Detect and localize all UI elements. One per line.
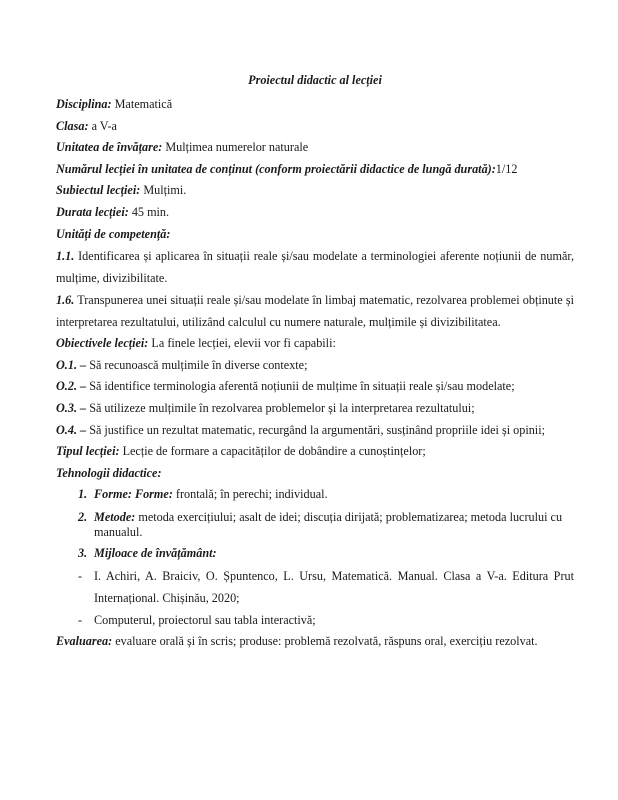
mijloace-item (56, 565, 574, 609)
obiective-intro-text: La finele lecției, elevii vor fi capabili: (148, 336, 336, 351)
field-value: a V-a (88, 118, 117, 133)
obiective-intro (56, 333, 574, 355)
field-label: Numărul lecției în unitatea de conținut (conform proiectării didactice de lungă durată): (56, 161, 496, 176)
field-value: Lecție de formare a capacităților de dobândire a cunoștințelor; (119, 444, 426, 459)
obiectiv-item (56, 355, 574, 377)
field-numarul (56, 159, 574, 181)
obiectiv-item (56, 376, 574, 398)
field-tipul (56, 441, 574, 463)
competenta-item (56, 245, 574, 289)
field-label: Unitatea de învățare: (56, 140, 163, 155)
tehnologii-item (56, 484, 574, 506)
competente-heading: Unități de competență: (56, 226, 171, 241)
obiectiv-text: Să identifice terminologia aferentă noțiunii de mulțime în situații reale și/sau modelate; (86, 379, 515, 394)
tehnologii-heading: Tehnologii didactice: (56, 465, 162, 480)
dash-bullet: - (78, 612, 83, 627)
field-unitatea (56, 137, 574, 159)
mijloace-item (56, 609, 574, 631)
field-label: Durata lecției: (56, 204, 129, 219)
obiectiv-code: O.4. – (56, 422, 87, 437)
obiectiv-code: O.1. – (56, 357, 87, 372)
field-value: evaluare orală și în scris; produse: problemă rezolvată, răspuns oral, exercițiu rezolvat. (112, 633, 538, 648)
list-number: 3. (78, 545, 88, 560)
competenta-text: Transpunerea unei situații reale și/sau modelate în limbaj matematic, rezolvarea problemei obținute și interpretarea rezultatului, utilizând calculul cu numere naturale, mulțimile și divizibilitatea. (56, 293, 574, 330)
field-disciplina (56, 94, 574, 116)
competenta-text: Identificarea și aplicarea în situații reale și/sau modelate a terminologiei aferente noțiunii de număr, mulțime, divizibilitate. (56, 249, 574, 286)
obiectiv-code: O.3. – (56, 400, 87, 415)
competenta-item (56, 289, 574, 333)
field-evaluarea (56, 631, 574, 653)
list-number: 1. (78, 487, 88, 502)
obiectiv-text: Să recunoască mulțimile în diverse contexte; (86, 357, 308, 372)
field-value: Mulțimea numerelor naturale (162, 140, 309, 155)
mijloace-text: I. Achiri, A. Braiciv, O. Șpuntenco, L. Ursu, Matematică. Manual. Clasa a V-a. Editura Prut Internațional. Chișinău, 2020; (94, 568, 574, 605)
obiectiv-item (56, 398, 574, 420)
competenta-code: 1.6. (56, 293, 75, 308)
tehnologii-item (56, 506, 574, 543)
mijloace-text: Computerul, proiectorul sau tabla interactivă; (94, 612, 316, 627)
tehnologii-label: Forme: Forme: (94, 487, 173, 502)
tehnologii-label: Metode: (94, 509, 136, 524)
field-subiectul (56, 180, 574, 202)
field-label: Disciplina: (56, 97, 112, 111)
lesson-plan-page (56, 70, 574, 652)
field-value: 45 min. (128, 204, 170, 219)
field-label: Clasa: (56, 118, 89, 133)
obiectiv-code: O.2. – (56, 379, 87, 394)
obiectiv-text: Să justifice un rezultat matematic, recurgând la argumentări, susținând propriile idei și opinii; (86, 422, 545, 437)
field-clasa (56, 116, 574, 138)
list-number: 2. (78, 509, 88, 524)
dash-bullet: - (78, 568, 83, 583)
field-label: Evaluarea: (56, 633, 113, 648)
field-value: Mulțimi. (140, 183, 187, 198)
field-value: Matematică (111, 97, 173, 111)
field-value: 1/12 (495, 161, 518, 176)
tehnologii-text: metoda exercițiului; asalt de idei; discuția dirijată; problematizarea; metoda lucrului cu manualul. (94, 509, 563, 539)
document-title: Proiectul didactic al lecției (248, 73, 382, 87)
obiectiv-item (56, 420, 574, 442)
field-label: Subiectul lecției: (56, 183, 141, 198)
tehnologii-item (56, 543, 574, 565)
field-label: Tipul lecției: (56, 444, 120, 459)
tehnologii-text: frontală; în perechi; individual. (172, 487, 328, 502)
obiective-label: Obiectivele lecției: (56, 336, 149, 351)
tehnologii-label: Mijloace de învățământ: (94, 545, 217, 560)
field-durata (56, 202, 574, 224)
obiectiv-text: Să utilizeze mulțimile în rezolvarea problemelor și la interpretarea rezultatului; (86, 400, 475, 415)
competenta-code: 1.1. (56, 249, 75, 264)
